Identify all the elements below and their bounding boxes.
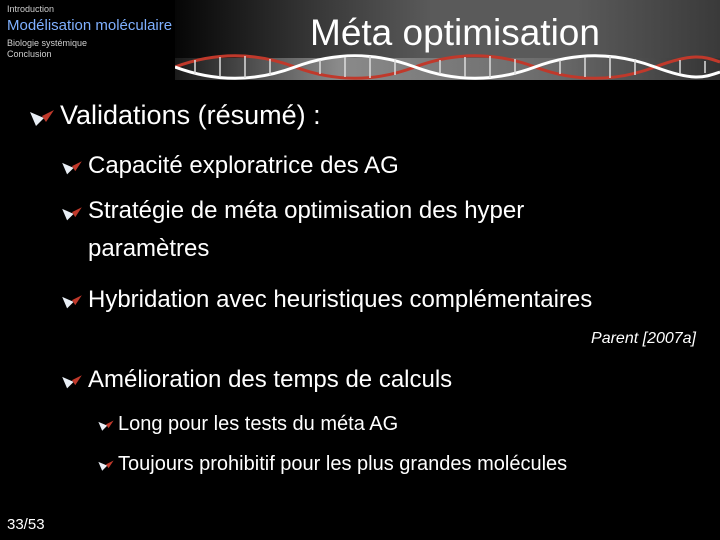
bullet-text: Hybridation avec heuristiques complémentaires — [88, 286, 593, 313]
heading-bullet — [30, 100, 321, 131]
arrow-bullet-icon — [62, 292, 82, 310]
bullet-text: Stratégie de méta optimisation des hyper paramètres — [88, 197, 525, 262]
heading-text: Validations (résumé) : — [60, 100, 321, 130]
list-item — [98, 453, 567, 476]
arrow-bullet-icon — [98, 418, 114, 432]
dna-helix-icon — [175, 52, 720, 82]
arrow-bullet-icon — [30, 106, 54, 128]
list-item — [62, 198, 622, 268]
citation: Parent [2007a] — [591, 330, 696, 347]
list-item — [62, 286, 592, 314]
list-item — [62, 152, 399, 180]
arrow-bullet-icon — [98, 458, 114, 472]
page-number: 33/53 — [7, 516, 45, 533]
nav-item-biologie[interactable]: Biologie systémique — [7, 38, 88, 48]
nav-item-introduction[interactable]: Introduction — [7, 4, 55, 14]
arrow-bullet-icon — [62, 158, 82, 176]
arrow-bullet-icon — [62, 204, 82, 222]
bullet-text: Amélioration des temps de calculs — [88, 366, 453, 393]
slide-title: Méta optimisation — [310, 12, 600, 53]
nav-item-conclusion[interactable]: Conclusion — [7, 49, 52, 59]
section-nav — [7, 4, 172, 60]
sub-bullet-text: Long pour les tests du méta AG — [118, 413, 399, 435]
list-item — [62, 366, 452, 394]
bullet-text: Capacité exploratrice des AG — [88, 152, 399, 179]
nav-current-section[interactable]: Modélisation moléculaire — [7, 17, 173, 34]
arrow-bullet-icon — [62, 372, 82, 390]
list-item — [98, 413, 398, 436]
sub-bullet-text: Toujours prohibitif pour les plus grandes molécules — [118, 453, 568, 475]
